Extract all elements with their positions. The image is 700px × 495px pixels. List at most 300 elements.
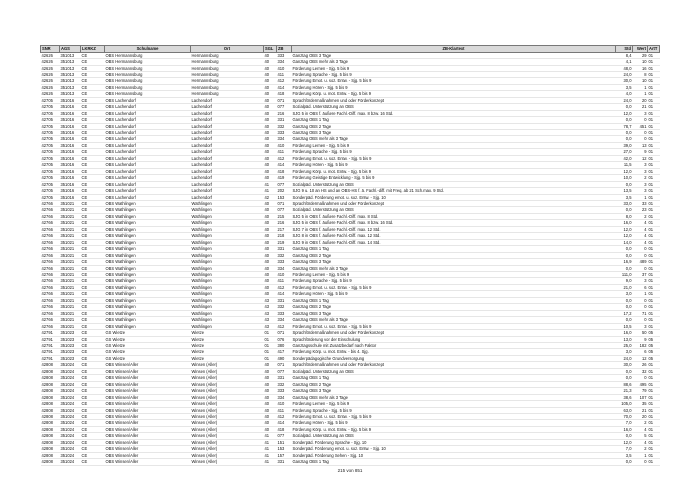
table-cell: CE xyxy=(81,97,105,103)
table-cell: 334 xyxy=(277,59,292,65)
table-cell: 410 xyxy=(277,65,292,71)
table-cell: 40 xyxy=(264,104,277,110)
table-cell: 0,0 xyxy=(616,368,633,374)
table-cell: 351021 xyxy=(60,278,81,284)
table-cell: 4 xyxy=(633,226,648,232)
table-cell: 9,0 xyxy=(616,278,633,284)
table-cell: CE xyxy=(81,142,105,148)
table-cell: 42 xyxy=(264,194,277,200)
table-cell: OBS Lachendorf xyxy=(105,194,191,200)
table-cell: CE xyxy=(81,433,105,439)
table-cell: 26 xyxy=(633,362,648,368)
table-cell: CE xyxy=(81,342,105,348)
table-cell: 351021 xyxy=(60,323,81,329)
table-cell: Ganztag OBS 2 Tage xyxy=(292,252,616,258)
table-cell: 4 xyxy=(633,220,648,226)
table-cell: 16,0 xyxy=(616,330,633,336)
table-cell: 0,0 xyxy=(616,246,633,252)
table-cell: 01 xyxy=(648,226,660,232)
table-cell: Förderung Sprache - Sjg. 5 bis 9 xyxy=(292,149,616,155)
table-cell: 50 xyxy=(633,330,648,336)
table-cell: Wathlingen xyxy=(191,226,264,232)
table-cell: 42626 xyxy=(41,65,60,71)
table-cell: 35 xyxy=(633,401,648,407)
table-cell: 11,5 xyxy=(616,162,633,168)
table-cell: CE xyxy=(81,110,105,116)
table-cell: CE xyxy=(81,413,105,419)
table-cell: 12,0 xyxy=(616,110,633,116)
table-cell: Ganztag OBS 3 Tage xyxy=(292,388,616,394)
table-cell: 79 xyxy=(633,388,648,394)
table-cell: 40 xyxy=(264,59,277,65)
table-cell: 42791 xyxy=(41,342,60,348)
table-cell: 0,0 xyxy=(616,317,633,323)
table-cell: 351021 xyxy=(60,233,81,239)
table-cell: 351024 xyxy=(60,407,81,413)
table-cell: 88,6 xyxy=(616,381,633,387)
table-cell: Wathlingen xyxy=(191,304,264,310)
table-cell: 202 xyxy=(277,188,292,194)
col-header: ArtT xyxy=(648,46,660,53)
table-cell: 01 xyxy=(648,181,660,187)
table-cell: OBS Lachendorf xyxy=(105,97,191,103)
table-cell: 40 xyxy=(264,78,277,84)
table-cell: OBS Wathlingen xyxy=(105,297,191,303)
table-cell: Förderung Hören - Sjg. 5 bis 9 xyxy=(292,291,616,297)
table-cell: Förderung Sprache - Sjg. 5 bis 9 xyxy=(292,71,616,77)
table-cell: Sprachfördermaßnahmen und oder Förderkonzept xyxy=(292,362,616,368)
table-cell: 01 xyxy=(648,117,660,123)
table-cell: 333 xyxy=(277,388,292,394)
table-cell: CE xyxy=(81,439,105,445)
table-cell: 40 xyxy=(264,413,277,419)
table-cell: 3 xyxy=(633,181,648,187)
table-cell: 40 xyxy=(264,149,277,155)
table-cell: 30,0 xyxy=(616,362,633,368)
table-cell: 01 xyxy=(648,71,660,77)
table-cell: SJG 9 in OBS f. äußere Fachl.-Diff. max. 14 Std. xyxy=(292,239,616,245)
table-cell: 01 xyxy=(648,239,660,245)
table-cell: Hermannsburg xyxy=(191,52,264,58)
table-cell: Förderung Körp. u. mot. Entw. - bis 4. Sjg. xyxy=(292,349,616,355)
table-cell: 40 xyxy=(264,420,277,426)
table-cell: Wathlingen xyxy=(191,220,264,226)
table-cell: OBS Lachendorf xyxy=(105,168,191,174)
table-cell: Förderung Hören - Sjg. 5 bis 9 xyxy=(292,84,616,90)
table-cell: 01 xyxy=(648,65,660,71)
table-cell: 495 xyxy=(633,381,648,387)
table-cell: 351016 xyxy=(60,188,81,194)
table-cell: 42808 xyxy=(41,446,60,452)
table-cell: 0 xyxy=(633,459,648,465)
table-cell: OBS Hermannsburg xyxy=(105,78,191,84)
table-cell: OBS Winsen/Aller xyxy=(105,394,191,400)
table-cell: CE xyxy=(81,368,105,374)
table-cell: 182 xyxy=(633,342,648,348)
table-cell: 157 xyxy=(277,452,292,458)
table-cell: 01 xyxy=(648,110,660,116)
table-cell: 351016 xyxy=(60,175,81,181)
table-cell: Wietze xyxy=(191,355,264,361)
table-cell: 215 xyxy=(277,213,292,219)
table-cell: 40 xyxy=(264,239,277,245)
table-cell: 8,4 xyxy=(616,52,633,58)
table-cell: 40 xyxy=(264,426,277,432)
table-cell: 40 xyxy=(264,284,277,290)
table-cell: 17,2 xyxy=(616,310,633,316)
table-cell: SJG 5 in OBS f. äußere Fachl.-Diff. max. 8 bzw. 16 Std. xyxy=(292,110,616,116)
table-cell: Ganztag OBS 1 Tag xyxy=(292,459,616,465)
table-cell: CE xyxy=(81,181,105,187)
table-cell: Wathlingen xyxy=(191,207,264,213)
table-cell: Förderung Emot. u. soz. Entw. - Sjg. 5 bis 9 xyxy=(292,323,616,329)
table-cell: Sprachfördermaßnahmen und oder Förderkonzept xyxy=(292,330,616,336)
table-cell: 332 xyxy=(277,304,292,310)
table-cell: CE xyxy=(81,278,105,284)
table-cell: 01 xyxy=(648,265,660,271)
table-cell: SJG 8 in OBS f. äußere Fachl.-Diff. max. 12 Std. xyxy=(292,233,616,239)
table-cell: 1 xyxy=(633,452,648,458)
table-cell: 40 xyxy=(264,291,277,297)
table-cell: OBS Wathlingen xyxy=(105,259,191,265)
table-cell: 20 xyxy=(633,413,648,419)
table-cell: OBS Lachendorf xyxy=(105,110,191,116)
table-cell: 42766 xyxy=(41,259,60,265)
table-cell: 42808 xyxy=(41,407,60,413)
table-cell: 01 xyxy=(648,97,660,103)
table-cell: 0,0 xyxy=(616,104,633,110)
table-cell: Förderung Körp. u. mot. Entw. - Sjg. 5 bis 9 xyxy=(292,426,616,432)
table-cell: 351021 xyxy=(60,201,81,207)
table-cell: 01 xyxy=(648,220,660,226)
table-cell: 412 xyxy=(277,413,292,419)
table-cell: OBS Winsen/Aller xyxy=(105,426,191,432)
table-cell: 071 xyxy=(277,330,292,336)
table-cell: CE xyxy=(81,175,105,181)
table-cell: Sprachfördermaßnahmen und oder Förderkonzept xyxy=(292,97,616,103)
table-cell: CE xyxy=(81,155,105,161)
table-cell: Sozialpäd. Unterstützung an OBS xyxy=(292,104,616,110)
table-cell: 01 xyxy=(648,420,660,426)
table-cell: OBS Winsen/Aller xyxy=(105,420,191,426)
table-cell: CE xyxy=(81,84,105,90)
table-cell: Hermannsburg xyxy=(191,59,264,65)
table-cell: 42705 xyxy=(41,97,60,103)
table-cell: 0,0 xyxy=(616,252,633,258)
table-cell: 7,0 xyxy=(616,446,633,452)
table-cell: 38,6 xyxy=(616,394,633,400)
table-cell: 351016 xyxy=(60,162,81,168)
table-cell: 40 xyxy=(264,213,277,219)
table-cell: 351024 xyxy=(60,413,81,419)
table-cell: 42766 xyxy=(41,304,60,310)
table-cell: 01 xyxy=(648,123,660,129)
table-cell: Lachendorf xyxy=(191,155,264,161)
table-cell: 01 xyxy=(648,446,660,452)
table-cell: Ganztag OBS 2 Tage xyxy=(292,381,616,387)
table-cell: CE xyxy=(81,459,105,465)
table-cell: 42705 xyxy=(41,117,60,123)
table-cell: 42766 xyxy=(41,201,60,207)
table-cell: 071 xyxy=(277,201,292,207)
table-cell: 351023 xyxy=(60,342,81,348)
table-cell: 351021 xyxy=(60,207,81,213)
table-cell: OBS Winsen/Aller xyxy=(105,459,191,465)
table-cell: Winsen (Aller) xyxy=(191,381,264,387)
table-cell: Lachendorf xyxy=(191,162,264,168)
table-cell: 0 xyxy=(633,297,648,303)
table-cell: 42808 xyxy=(41,394,60,400)
table-cell: Hermannsburg xyxy=(191,65,264,71)
table-cell: 111,0 xyxy=(616,272,633,278)
table-cell: CE xyxy=(81,65,105,71)
table-cell: 8 xyxy=(633,71,648,77)
table-cell: 0,0 xyxy=(616,297,633,303)
table-cell: 42766 xyxy=(41,233,60,239)
table-cell: OBS Wathlingen xyxy=(105,317,191,323)
table-cell: 21 xyxy=(633,407,648,413)
table-cell: 334 xyxy=(277,265,292,271)
table-cell: 33 xyxy=(633,201,648,207)
table-cell: Ganztag OBS 2 Tage xyxy=(292,304,616,310)
table-cell: 3 xyxy=(633,168,648,174)
table-cell: OBS Wathlingen xyxy=(105,278,191,284)
table-cell: 3 xyxy=(633,110,648,116)
table-cell: 41 xyxy=(264,446,277,452)
table-cell: 42626 xyxy=(41,78,60,84)
table-cell: OBS Wathlingen xyxy=(105,265,191,271)
table-cell: 0 xyxy=(633,136,648,142)
table-cell: 78,7 xyxy=(616,123,633,129)
table-cell: Wathlingen xyxy=(191,213,264,219)
table-cell: 42705 xyxy=(41,123,60,129)
table-cell: 21 xyxy=(633,104,648,110)
table-cell: 351024 xyxy=(60,433,81,439)
table-cell: 418 xyxy=(277,426,292,432)
table-cell: 05 xyxy=(648,330,660,336)
table-cell: 0,0 xyxy=(616,433,633,439)
table-cell: OBS Winsen/Aller xyxy=(105,452,191,458)
table-cell: 42705 xyxy=(41,188,60,194)
table-cell: 41 xyxy=(264,439,277,445)
table-cell: Winsen (Aller) xyxy=(191,433,264,439)
table-cell: CE xyxy=(81,284,105,290)
table-cell: 40 xyxy=(264,65,277,71)
table-cell: OBS Winsen/Aller xyxy=(105,407,191,413)
table-cell: 12 xyxy=(633,355,648,361)
table-cell: 351021 xyxy=(60,272,81,278)
table-cell: Sonderpädagogische Grundversorgung xyxy=(292,355,616,361)
table-cell: 3,5 xyxy=(616,452,633,458)
table-cell: 40 xyxy=(264,259,277,265)
table-cell: 3,5 xyxy=(616,84,633,90)
table-cell: 40 xyxy=(264,368,277,374)
table-cell: CE xyxy=(81,130,105,136)
table-cell: 40 xyxy=(264,84,277,90)
table-cell: 70,0 xyxy=(616,413,633,419)
table-cell: 41 xyxy=(264,452,277,458)
table-cell: 414 xyxy=(277,420,292,426)
table-cell: 40 xyxy=(264,226,277,232)
table-cell: SJG 7 in OBS f. äußere Fachl.-Diff. max. 12 Std. xyxy=(292,226,616,232)
table-cell: 42705 xyxy=(41,104,60,110)
table-cell: 01 xyxy=(648,149,660,155)
table-cell: 42808 xyxy=(41,401,60,407)
table-cell: CE xyxy=(81,188,105,194)
table-cell: Hermannsburg xyxy=(191,78,264,84)
table-cell: OBS Lachendorf xyxy=(105,136,191,142)
table-cell: Winsen (Aller) xyxy=(191,452,264,458)
table-cell: 351024 xyxy=(60,420,81,426)
table-cell: CE xyxy=(81,336,105,342)
table-cell: OBS Lachendorf xyxy=(105,149,191,155)
table-cell: OBS Wathlingen xyxy=(105,323,191,329)
table-cell: 21,3 xyxy=(616,388,633,394)
table-cell: 4 xyxy=(633,233,648,239)
table-cell: 1 xyxy=(633,194,648,200)
table-cell: 351024 xyxy=(60,375,81,381)
table-cell: 412 xyxy=(277,323,292,329)
table-cell: Lachendorf xyxy=(191,181,264,187)
table-cell: 3 xyxy=(633,323,648,329)
table-cell: Ganztag OBS mehr als 3 Tage xyxy=(292,59,616,65)
table-cell: CE xyxy=(81,265,105,271)
table-cell: 412 xyxy=(277,155,292,161)
table-cell: 30,0 xyxy=(616,78,633,84)
table-cell: Wietze xyxy=(191,349,264,355)
table-cell: 42626 xyxy=(41,91,60,97)
table-cell: 42808 xyxy=(41,459,60,465)
table-cell: OBS Wathlingen xyxy=(105,226,191,232)
table-cell: 351024 xyxy=(60,439,81,445)
table-cell: CE xyxy=(81,304,105,310)
table-cell: OBS Wathlingen xyxy=(105,246,191,252)
table-cell: 40 xyxy=(264,252,277,258)
table-cell: CE xyxy=(81,420,105,426)
table-cell: Lachendorf xyxy=(191,149,264,155)
table-cell: 16 xyxy=(633,65,648,71)
table-cell: 12,0 xyxy=(616,233,633,239)
table-cell: Wathlingen xyxy=(191,323,264,329)
table-cell: GS Wietze xyxy=(105,336,191,342)
table-cell: 0,0 xyxy=(616,136,633,142)
table-cell: 01 xyxy=(648,310,660,316)
table-cell: Förderung Hören - Sjg. 5 bis 9 xyxy=(292,162,616,168)
table-cell: 4 xyxy=(633,239,648,245)
table-cell: 216 xyxy=(277,220,292,226)
table-cell: CE xyxy=(81,310,105,316)
table-cell: CE xyxy=(81,162,105,168)
table-cell: Förderung Emot. u. soz. Entw. - Sjg. 5 bis 9 xyxy=(292,155,616,161)
table-cell: Ganztag OBS 3 Tage xyxy=(292,130,616,136)
table-cell: Förderung Körp. u. mot. Entw. - Sjg. 5 bis 9 xyxy=(292,91,616,97)
table-cell: 43 xyxy=(264,310,277,316)
table-cell: 153 xyxy=(277,446,292,452)
table-cell: OBS Wathlingen xyxy=(105,304,191,310)
table-cell: 6 xyxy=(633,349,648,355)
table-cell: 40 xyxy=(264,110,277,116)
table-cell: 40 xyxy=(264,175,277,181)
table-cell: 351013 xyxy=(60,71,81,77)
col-header: Schulname xyxy=(105,46,191,53)
table-cell: OBS Winsen/Aller xyxy=(105,439,191,445)
table-cell: Wathlingen xyxy=(191,291,264,297)
table-cell: Wathlingen xyxy=(191,317,264,323)
table-cell: 077 xyxy=(277,433,292,439)
table-cell: CE xyxy=(81,252,105,258)
table-cell: 351023 xyxy=(60,330,81,336)
table-cell: 351023 xyxy=(60,336,81,342)
table-cell: 01 xyxy=(264,355,277,361)
table-cell: 351021 xyxy=(60,310,81,316)
table-cell: OBS Wathlingen xyxy=(105,284,191,290)
table-cell: OBS Lachendorf xyxy=(105,162,191,168)
table-cell: 01 xyxy=(648,317,660,323)
table-cell: Lachendorf xyxy=(191,104,264,110)
table-cell: SJG 5 in OBS f. äußere Fachl.-Diff. max. 8 Std. xyxy=(292,213,616,219)
table-cell: 40 xyxy=(264,136,277,142)
table-cell: 411 xyxy=(277,407,292,413)
table-cell: Förderung Lernen - Sjg. 5 bis 9 xyxy=(292,401,616,407)
table-cell: OBS Hermannsburg xyxy=(105,84,191,90)
table-cell: 351016 xyxy=(60,181,81,187)
table-cell: CE xyxy=(81,426,105,432)
table-cell: 01 xyxy=(648,304,660,310)
table-cell: Sonderpäd. Förderung emot. u. soz. Entw. - Sjg. 10 xyxy=(292,446,616,452)
table-cell: 43 xyxy=(264,297,277,303)
table-cell: OBS Winsen/Aller xyxy=(105,375,191,381)
table-cell: CE xyxy=(81,330,105,336)
table-cell: 01 xyxy=(648,284,660,290)
table-cell: CE xyxy=(81,239,105,245)
table-cell: OBS Winsen/Aller xyxy=(105,368,191,374)
table-cell: 40 xyxy=(264,71,277,77)
table-cell: OBS Lachendorf xyxy=(105,130,191,136)
table-cell: 490 xyxy=(277,355,292,361)
table-cell: 42705 xyxy=(41,136,60,142)
col-header: SNR xyxy=(41,46,60,53)
table-cell: 0,0 xyxy=(616,181,633,187)
table-cell: Sozialpäd. Unterstützung an OBS xyxy=(292,207,616,213)
table-cell: 40 xyxy=(264,155,277,161)
table-cell: 01 xyxy=(648,188,660,194)
table-cell: 2 xyxy=(633,420,648,426)
table-cell: 9 xyxy=(633,336,648,342)
table-cell: OBS Winsen/Aller xyxy=(105,413,191,419)
table-cell: 351024 xyxy=(60,446,81,452)
table-cell: 414 xyxy=(277,84,292,90)
table-cell: GS Wietze xyxy=(105,342,191,348)
table-cell: 01 xyxy=(264,336,277,342)
table-cell: 412 xyxy=(277,78,292,84)
table-cell: 01 xyxy=(648,136,660,142)
table-cell: 01 xyxy=(648,155,660,161)
table-cell: OBS Hermannsburg xyxy=(105,71,191,77)
table-cell: 4 xyxy=(633,426,648,432)
table-cell: 331 xyxy=(277,459,292,465)
table-cell: CE xyxy=(81,446,105,452)
table-cell: OBS Winsen/Aller xyxy=(105,362,191,368)
table-cell: Winsen (Aller) xyxy=(191,388,264,394)
table-cell: Förderung Sprache - Sjg. 5 bis 9 xyxy=(292,407,616,413)
table-cell: 01 xyxy=(648,426,660,432)
table-cell: 9 xyxy=(633,149,648,155)
table-cell: CE xyxy=(81,362,105,368)
table-cell: 40 xyxy=(264,388,277,394)
table-cell: 40 xyxy=(264,272,277,278)
table-cell: 01 xyxy=(648,452,660,458)
table-cell: 40 xyxy=(264,207,277,213)
